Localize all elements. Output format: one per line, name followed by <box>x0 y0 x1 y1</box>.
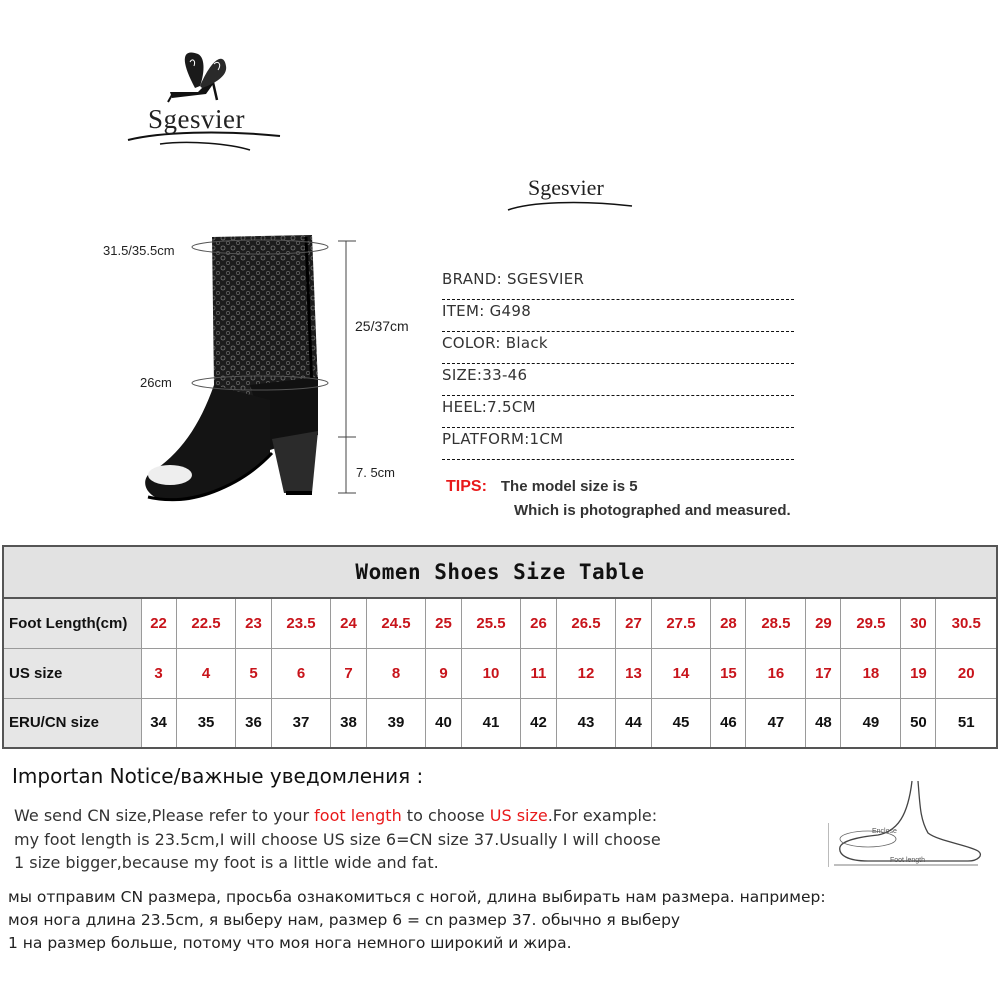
top-circumference-label: 31.5/35.5cm <box>103 243 175 258</box>
table-cell: 12 <box>556 648 616 698</box>
table-cell: 11 <box>521 648 556 698</box>
table-cell: 17 <box>806 648 841 698</box>
table-cell: 26 <box>521 598 556 648</box>
table-cell: 16 <box>746 648 806 698</box>
table-cell: 3 <box>141 648 176 698</box>
butterfly-high-heel-icon <box>120 40 290 165</box>
table-cell: 22 <box>141 598 176 648</box>
table-cell: 34 <box>141 698 176 748</box>
notice-ru-line-2: моя нога длина 23.5cm, я выберу нам, размер 6 = cn размер 37. обычно я выберу <box>8 911 681 929</box>
table-cell: 4 <box>176 648 236 698</box>
table-cell: 15 <box>711 648 746 698</box>
spec-size: SIZE:33-46 <box>442 364 794 396</box>
table-cell: 27 <box>616 598 651 648</box>
table-cell: 29 <box>806 598 841 648</box>
table-cell: 40 <box>426 698 461 748</box>
row-label: US size <box>3 648 141 698</box>
table-cell: 8 <box>366 648 426 698</box>
table-cell: 47 <box>746 698 806 748</box>
notice-en-text: We send CN size,Please refer to your <box>14 806 315 825</box>
notice-en-line-3: 1 size bigger,because my foot is a little wide and fat. <box>14 853 439 872</box>
table-cell: 22.5 <box>176 598 236 648</box>
table-row <box>3 648 997 698</box>
notice-russian <box>8 886 928 955</box>
table-cell: 24 <box>331 598 366 648</box>
size-table-title: Women Shoes Size Table <box>3 546 997 598</box>
row-label: ERU/CN size <box>3 698 141 748</box>
table-row <box>3 698 997 748</box>
table-cell: 50 <box>901 698 936 748</box>
table-cell: 10 <box>461 648 521 698</box>
brand-logo-small <box>500 170 640 220</box>
table-cell: 26.5 <box>556 598 616 648</box>
brand-logo-text: Sgesvier <box>148 104 245 134</box>
table-cell: 43 <box>556 698 616 748</box>
table-cell: 13 <box>616 648 651 698</box>
table-cell: 42 <box>521 698 556 748</box>
mid-circumference-label: 26cm <box>140 375 172 390</box>
foot-outline-icon <box>828 775 993 870</box>
table-cell: 45 <box>651 698 711 748</box>
brand-logo-small-text: Sgesvier <box>528 175 604 200</box>
foot-length-label: Foot length <box>890 857 926 864</box>
shaft-height-label: 25/37cm <box>355 318 409 334</box>
table-cell: 49 <box>841 698 901 748</box>
table-cell: 6 <box>271 648 331 698</box>
table-cell: 41 <box>461 698 521 748</box>
table-cell: 30 <box>901 598 936 648</box>
table-cell: 46 <box>711 698 746 748</box>
table-cell: 29.5 <box>841 598 901 648</box>
table-cell: 25 <box>426 598 461 648</box>
table-cell: 23 <box>236 598 271 648</box>
notice-en-line-2: my foot length is 23.5cm,I will choose US size 6=CN size 37.Usually I will choose <box>14 829 661 849</box>
notice-en-text: .For example: <box>547 806 658 825</box>
notice-en-text: to choose <box>401 806 490 825</box>
tips-line-1: The model size is 5 <box>500 478 638 495</box>
table-cell: 25.5 <box>461 598 521 648</box>
table-cell: 44 <box>616 698 651 748</box>
table-cell: 38 <box>331 698 366 748</box>
table-row <box>3 598 997 648</box>
notice-en-line-1 <box>14 804 774 828</box>
table-cell: 27.5 <box>651 598 711 648</box>
table-cell: 51 <box>936 698 997 748</box>
table-cell: 28.5 <box>746 598 806 648</box>
notice-highlight-us-size: US size <box>489 806 548 825</box>
notice-ru-line-1: мы отправим CN размера, просьба ознакомиться с ногой, длина выбирать нам размера. например: <box>8 888 826 906</box>
notice-english <box>14 804 774 875</box>
notice-ru-line-3: 1 на размер больше, потому что моя нога немного широкий и жира. <box>8 934 572 952</box>
table-cell: 9 <box>426 648 461 698</box>
spec-color: COLOR: Black <box>442 332 794 364</box>
table-cell: 7 <box>331 648 366 698</box>
heel-height-label: 7. 5cm <box>356 465 396 480</box>
table-cell: 48 <box>806 698 841 748</box>
table-cell: 30.5 <box>936 598 997 648</box>
spec-brand: BRAND: SGESVIER <box>442 268 794 300</box>
product-figure <box>0 225 430 515</box>
size-table <box>2 545 998 749</box>
table-cell: 5 <box>236 648 271 698</box>
foot-measure-figure <box>828 775 993 870</box>
row-label: Foot Length(cm) <box>3 598 141 648</box>
brand-logo <box>120 40 290 165</box>
table-cell: 37 <box>271 698 331 748</box>
table-cell: 14 <box>651 648 711 698</box>
table-cell: 23.5 <box>271 598 331 648</box>
table-cell: 39 <box>366 698 426 748</box>
tips-label: TIPS: <box>446 478 487 495</box>
table-cell: 36 <box>236 698 271 748</box>
tips-line-2: Which is photographed and measured. <box>514 502 791 519</box>
spec-list <box>442 268 794 460</box>
notice-title: Importan Notice/важные уведомления : <box>12 764 424 788</box>
spec-platform: PLATFORM:1CM <box>442 428 794 460</box>
table-cell: 19 <box>901 648 936 698</box>
notice-highlight-foot-length: foot length <box>314 806 402 825</box>
table-cell: 18 <box>841 648 901 698</box>
tips <box>446 478 791 520</box>
spec-item: ITEM: G498 <box>442 300 794 332</box>
table-cell: 20 <box>936 648 997 698</box>
table-cell: 24.5 <box>366 598 426 648</box>
table-cell: 28 <box>711 598 746 648</box>
foot-enclose-label: Enclose <box>872 828 897 835</box>
spec-heel: HEEL:7.5CM <box>442 396 794 428</box>
table-cell: 35 <box>176 698 236 748</box>
